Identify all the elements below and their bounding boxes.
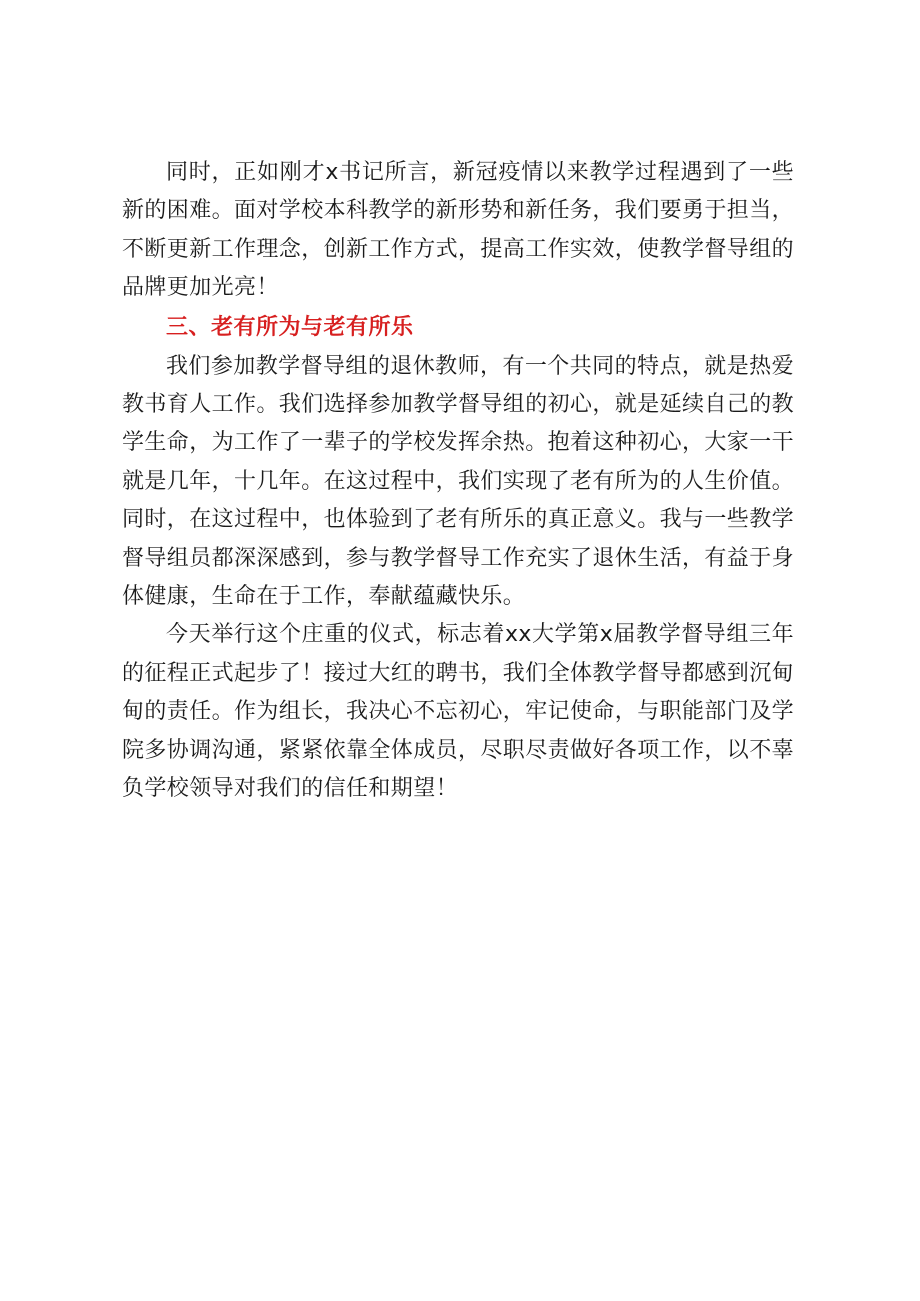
section-heading: 三、老有所为与老有所乐	[166, 314, 414, 340]
document-body	[122, 154, 794, 809]
paragraph-2: 我们参加教学督导组的退休教师，有一个共同的特点，就是热爱教书育人工作。我们选择参加教学督导组的初心，就是延续自己的教学生命，为工作了一辈子的学校发挥余热。抱着这种初心，大家一干就是几年，十几年。在这过程中，我们实现了老有所为的人生价值。同时，在这过程中，也体验到了老有所乐的真正意义。我与一些教学督导组员都深深感到，参与教学督导工作充实了退休生活，有益于身体健康，生命在于工作，奉献蕴藏快乐。	[122, 353, 795, 610]
paragraph-1: 同时，正如刚才x书记所言，新冠疫情以来教学过程遇到了一些新的困难。面对学校本科教学的新形势和新任务，我们要勇于担当，不断更新工作理念，创新工作方式，提高工作实效，使教学督导组的品牌更加光亮！	[122, 160, 795, 301]
paragraph-3: 今天举行这个庄重的仪式，标志着xx大学第x届教学督导组三年的征程正式起步了！接过大红的聘书，我们全体教学督导都感到沉甸甸的责任。作为组长，我决心不忘初心，牢记使命，与职能部门及学院多协调沟通，紧紧依靠全体成员，尽职尽责做好各项工作，以不辜负学校领导对我们的信任和期望！	[122, 622, 795, 802]
